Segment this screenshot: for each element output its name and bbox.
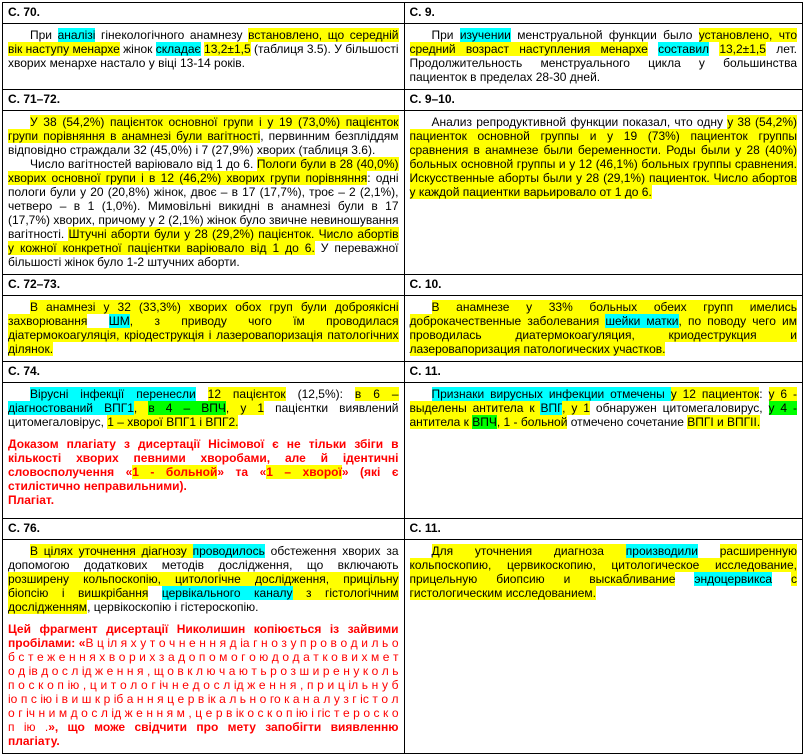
highlighted-fragment: 1 – хворої (266, 465, 342, 479)
highlighted-fragment: Для уточнения диагноза (431, 544, 626, 558)
highlighted-fragment: 1 - больной (503, 415, 568, 429)
left-page-ref: С. 71–72. (3, 90, 405, 111)
header-row (3, 3, 803, 24)
highlighted-fragment: , (562, 401, 572, 415)
right-text-cell (404, 24, 803, 90)
right-paragraph (410, 115, 798, 199)
text-fragment: лет. Продолжительность менструального цикла у большинства пациенток в пределах 28-30 дней. (409, 42, 797, 84)
highlighted-fragment: складає (155, 42, 201, 56)
right-page-ref: С. 9. (404, 3, 803, 24)
left-text-cell (3, 24, 405, 90)
text-fragment: : (759, 387, 769, 401)
highlighted-fragment: ВПГ (540, 401, 563, 415)
highlighted-fragment: эндоцервикса (694, 572, 773, 586)
text-fragment: У переважної більшості жінок було 1-2 штучних аборти. (8, 241, 399, 269)
highlighted-fragment: у 1 (240, 401, 265, 415)
text-fragment: Число вагітностей варіювало від 1 до 6. (30, 157, 257, 171)
text-fragment: : одні пологи були у 20 (20,8%) жінок, двоє – в 17 (17,7%), троє – 2 (2,1%), четверо – в 1 (1,0%). Мимовільні викидні в анамнезі були в 17 (17,7%) хворих, причому у 2 (2,1%) жінок було звичне невиношування вагітності. (8, 171, 399, 241)
text-fragment: обстеження хворих за допомогою додаткових методів дослідження, що включають (8, 544, 399, 572)
text-fragment (648, 42, 658, 56)
highlighted-fragment: у 12 пациенток (670, 387, 760, 401)
text-fragment: При (30, 28, 58, 42)
highlighted-fragment: изучении (459, 28, 511, 42)
right-paragraph (410, 300, 798, 356)
left-paragraph (8, 544, 399, 614)
note-intro: Цей фрагмент дисертації Николишин копіюється із зайвими пробілами: « (8, 622, 399, 650)
plagiarism-verdict: Плагіат. (8, 493, 55, 507)
left-page-ref: С. 74. (3, 362, 405, 383)
highlighted-fragment: встановлено, що середній вік наступу менархе (8, 28, 399, 56)
header-row (3, 275, 803, 296)
highlighted-fragment: проводилось (192, 544, 265, 558)
text-fragment (148, 586, 162, 600)
text-fragment: Доказом плагіату з дисертації Нісімової є не тільки збіги в кількості хворих певними хворобами, але й ідентичні словосполучення « (8, 437, 399, 479)
highlighted-fragment: шейки матки (605, 314, 679, 328)
highlighted-fragment: 12 пацієнток (207, 387, 286, 401)
highlighted-fragment: Пологи були в 28 (40,0%) хворих основної групи і в 12 (46,2%) хворих групи порівняння (8, 157, 399, 185)
left-paragraph (8, 387, 399, 429)
text-fragment: (12,5%): (285, 387, 355, 401)
highlighted-fragment: расширенную кольпоскопию, цервикоскопию, цитологическое исследование, прицельную биопсию и выскабливание (409, 544, 797, 586)
highlighted-fragment: ВПЧ (472, 415, 497, 429)
highlighted-fragment: составил (658, 42, 710, 56)
text-fragment (675, 572, 694, 586)
content-row (3, 24, 803, 90)
right-paragraph (410, 28, 798, 84)
right-paragraph (410, 387, 798, 429)
text-fragment (709, 42, 719, 56)
highlighted-fragment: у 32 (33,3%) хворих обох груп були доброякісні захворювання (8, 300, 399, 328)
highlighted-fragment: в 6 – (354, 387, 399, 401)
highlighted-fragment: , (496, 415, 504, 429)
text-fragment: , первинним безпліддям відповідно страждали 32 (45,0%) і 7 (27,9%) хворих (таблиця 3.6). (8, 129, 399, 157)
right-text-cell (404, 383, 803, 519)
text-fragment: » (які є стилістично неправильними). (8, 465, 399, 493)
left-page-ref: С. 70. (3, 3, 405, 24)
text-fragment: При (431, 28, 460, 42)
highlighted-fragment: у 6 - выделены антитела к (409, 387, 798, 415)
highlighted-fragment: з гістологічним дослідженням (8, 586, 399, 614)
right-page-ref: С. 9–10. (404, 90, 803, 111)
highlighted-fragment: Вірусні інфекції перенесли (30, 387, 196, 401)
content-row (3, 540, 803, 754)
highlighted-fragment: 13,2±1,5 (204, 42, 251, 56)
highlighted-fragment: с гистологическим исследованием. (409, 572, 797, 600)
right-page-ref: С. 11. (404, 362, 803, 383)
left-page-ref: С. 76. (3, 519, 405, 540)
left-paragraph (8, 28, 399, 70)
note-outro: », що може свідчити про мету запобігти виявленню плагіату. (8, 720, 399, 748)
highlighted-fragment: ШМ (108, 314, 130, 328)
header-row (3, 90, 803, 111)
text-fragment: гінекологічного анамнезу (95, 28, 249, 42)
text-fragment (87, 314, 108, 328)
text-fragment: отмечено сочетание (567, 415, 688, 429)
left-paragraph (8, 157, 399, 269)
highlighted-fragment: , (133, 401, 149, 415)
highlighted-fragment: Признаки вирусных инфекции отмечены (431, 387, 671, 401)
left-text-cell (3, 540, 405, 754)
right-text-cell (404, 540, 803, 754)
highlighted-fragment: В анамнезі (30, 300, 104, 314)
highlighted-fragment: установлено, что средний возраст наступления менархе (409, 28, 798, 56)
highlighted-fragment: у 1 (571, 401, 590, 415)
text-fragment (772, 572, 791, 586)
highlighted-fragment: , з приводу чого їм проводилася діатермокоагуляція, кріодеструкція і лазеровапоризація патологічних ділянок. (8, 314, 399, 356)
content-row (3, 296, 803, 362)
text-fragment (698, 544, 720, 558)
highlighted-fragment: діагностований ВПГ1 (8, 401, 134, 415)
right-text-cell (404, 296, 803, 362)
highlighted-fragment: , (225, 401, 241, 415)
highlighted-fragment: производили (625, 544, 698, 558)
text-fragment (196, 387, 208, 401)
text-fragment: пацієнтки виявлений цитомегаловірус, (8, 401, 399, 429)
highlighted-fragment: 1 – хворої ВПГ1 і ВПГ2. (107, 415, 239, 429)
left-text-cell (3, 383, 405, 519)
highlighted-fragment: антитела к (409, 415, 473, 429)
highlighted-fragment: У 38 (54,2%) пацієнток основної групи і у 19 (73,0%) пацієнток групи порівняння в анамнезі були вагітності (8, 115, 399, 143)
header-row (3, 362, 803, 383)
text-fragment: обнаружен цитомегаловирус, (589, 401, 769, 415)
text-fragment: Анализ репродуктивной функции показал, что одну (431, 115, 728, 129)
comparison-table (2, 2, 803, 754)
text-fragment: жінок (119, 42, 156, 56)
highlighted-fragment: в 4 – ВПЧ (148, 401, 226, 415)
highlighted-fragment: розширену кольпоскопію, цитологічне дослідження, прицільну біопсію і вишкрібання (8, 572, 399, 600)
highlighted-fragment: у 38 (54,2%) пациенток основной группы и у 19 (73%) пациенток группы сравнения в анамнезе были беременности. Роды были у 28 (40%) больных основной группы и у 12 (46,1%) больных группы сравнения. Искусственные аборты были у 28 (29,1%) пациенток. Число абортов у каждой пациентки варьировало от 1 до 6. (409, 115, 797, 199)
right-page-ref: С. 11. (404, 519, 803, 540)
plagiarism-evidence-note (8, 622, 399, 748)
highlighted-fragment: В цілях уточнення діагнозу (30, 544, 193, 558)
highlighted-fragment: цервікального каналу (161, 586, 293, 600)
left-paragraph (8, 115, 399, 157)
highlighted-fragment: у 4 - (768, 401, 797, 415)
highlighted-fragment: аналізі (57, 28, 96, 42)
highlighted-fragment: ВПГI и ВПГII. (687, 415, 761, 429)
highlighted-fragment: 1 - больной (132, 465, 218, 479)
right-page-ref: С. 10. (404, 275, 803, 296)
content-row (3, 111, 803, 275)
left-text-cell (3, 296, 405, 362)
left-text-cell (3, 111, 405, 275)
right-text-cell (404, 111, 803, 275)
left-page-ref: С. 72–73. (3, 275, 405, 296)
text-fragment: » та « (217, 465, 267, 479)
highlighted-fragment: , по поводу чего им проводилась диатермокоагуляция, криодеструкция и лазеровапоризация патологических участков. (409, 314, 797, 356)
highlighted-fragment: В анамнезе у 33% больных обеих групп имелись доброкачественные заболевания (409, 300, 797, 328)
header-row (3, 519, 803, 540)
right-paragraph (410, 544, 798, 600)
plagiarism-evidence-note (8, 437, 399, 493)
highlighted-fragment: 13,2±1,5 (719, 42, 766, 56)
left-paragraph (8, 300, 399, 356)
text-fragment: менструальной функции было (510, 28, 699, 42)
spaced-quote: В ц іл я х у т о ч н е н н я д іа г н о з у п р о в о д и л ь о б с т е ж е н н я х в о р и х з а д о п о м о г о ю д о д а т к о в и х м е т о д ів д о с л ід ж е н н я , щ о в к л ю ч а ю т ь р о з ш и р е н у к о л ь п о с к о п ію , ц и т о л о г іч н е д о с л ід ж е н н я , п р и ц іл ь н у б іо п с ію і в и ш к р іб а н н я ц е р в ік а л ь н о го к а н а л у з г іс т о л о г іч н и м д о с л ід ж е н н я м , ц е р в ік о с к о п ію і гіс т е р о с к о п ію . (8, 636, 399, 734)
content-row (3, 383, 803, 519)
highlighted-fragment: Штучні аборти були у 28 (29,2%) пацієнток. Число абортів у кожної конкретної пацієнтки варіювало від 1 до 6. (8, 227, 399, 255)
text-fragment: , цервікоскопію і гістероскопію. (87, 600, 259, 614)
text-fragment: (таблиця 3.5). У більшості хворих менархе настало у віці 13-14 років. (8, 42, 399, 70)
